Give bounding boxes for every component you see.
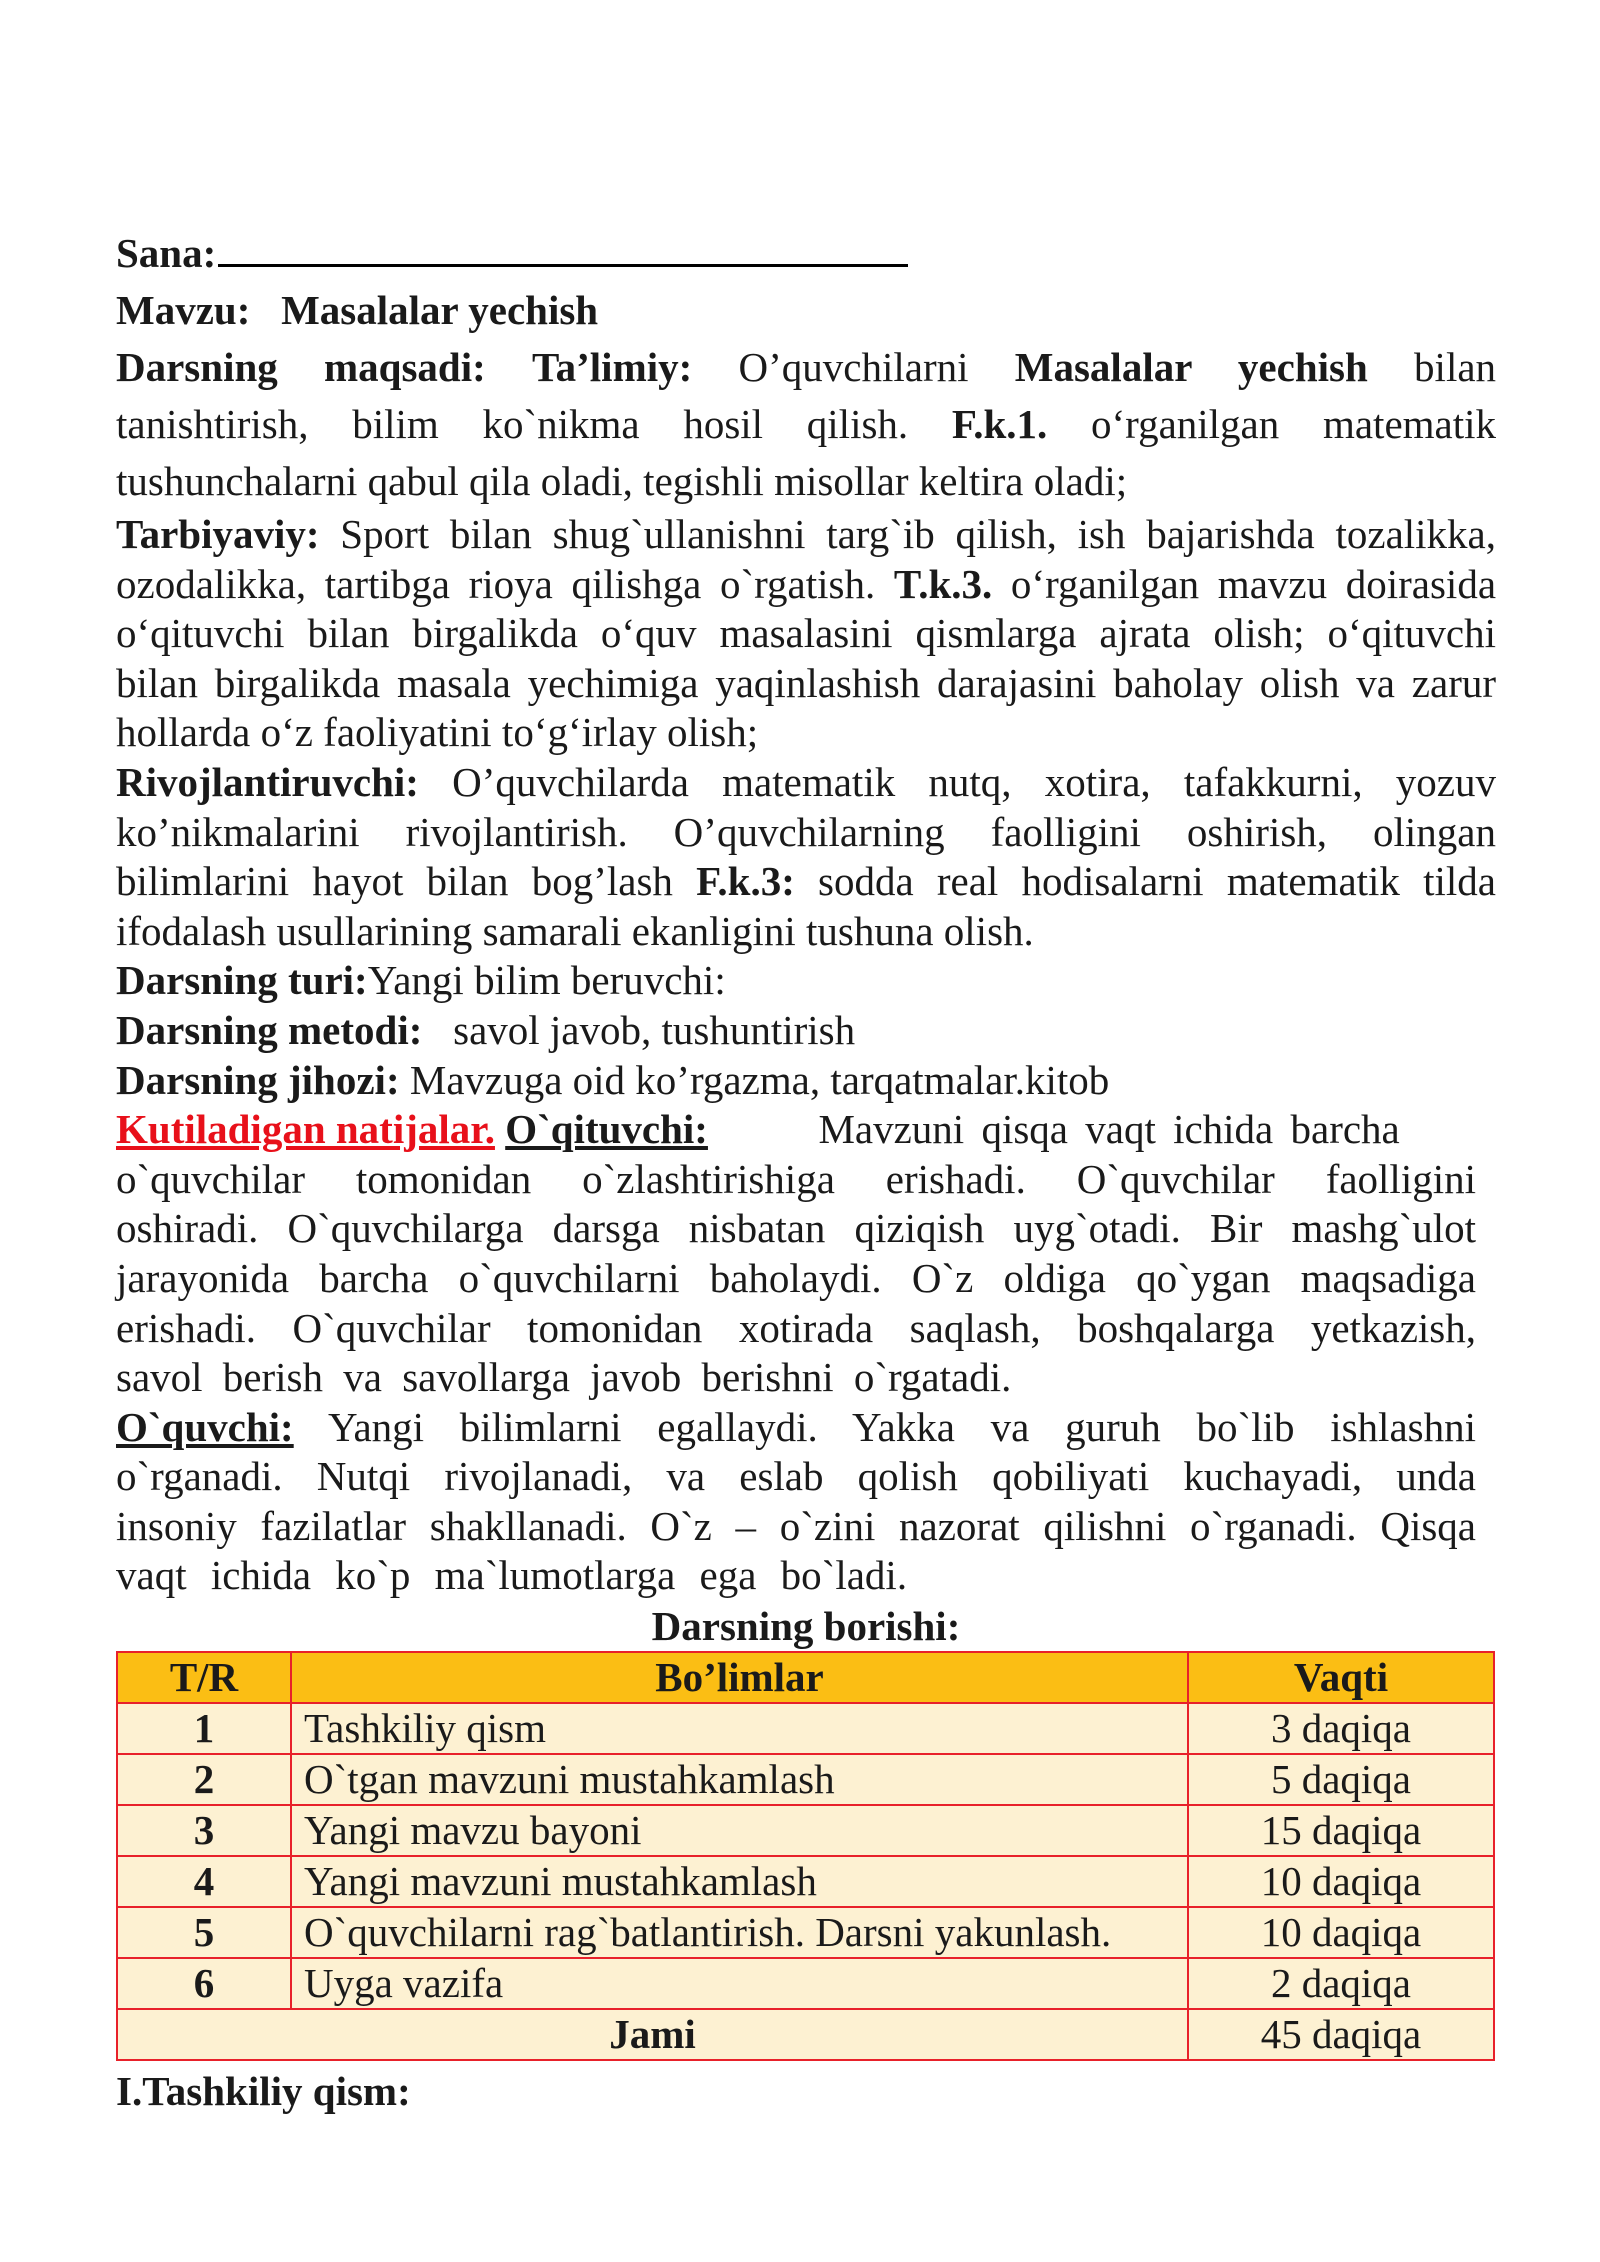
table-row: 1 Tashkiliy qism 3 daqiqa: [117, 1703, 1494, 1754]
topic-value: Masalalar yechish: [281, 287, 599, 333]
goal-line-3: tushunchalarni qabul qila oladi, tegishli misollar keltira oladi;: [116, 458, 1128, 504]
table-row: 4 Yangi mavzuni mustahkamlash 10 daqiqa: [117, 1856, 1494, 1907]
lesson-plan-page: [116, 225, 1496, 2120]
topic-label: Mavzu:: [116, 287, 251, 333]
student-label: O`quvchi:: [116, 1403, 294, 1450]
goal-label: Darsning maqsadi:: [116, 344, 486, 390]
header-tr: T/R: [117, 1652, 291, 1703]
section-heading: I.Tashkiliy qism:: [116, 2068, 411, 2115]
table-row: 6 Uyga vazifa 2 daqiqa: [117, 1958, 1494, 2009]
developing-label: Rivojlantiruvchi:: [116, 758, 419, 805]
table-row: 3 Yangi mavzu bayoni 15 daqiqa: [117, 1805, 1494, 1856]
student-line-1: O`quvchi: Yangi bilimlarni egallaydi. Yakka va guruh bo`lib ishlashni: [116, 1403, 1476, 1450]
lesson-equipment-line: Darsning jihozi: Mavzuga oid ko’rgazma, tarqatmalar.kitob: [116, 1056, 1110, 1103]
educational-label: Ta’limiy:: [532, 344, 693, 390]
goal-line-2: tanishtirish, bilim ko`nikma hosil qilish. F.k.1. o‘rganilgan matematik: [116, 401, 1497, 447]
upbringing-paragraph: Tarbiyaviy: Sport bilan shug`ullanishni targ`ib qilish, ish bajarishda tozalikka, ozodalikka, tartibga rioya qilishga o`rgatish. T.k.3. o‘rganilgan mavzu doirasida o‘qituvchi bilan birgalikda o‘quv masalasini qismlarga ajrata olish; o‘qituvchi bilan birgalikda masala yechimiga yaqinlashish darajasini baholay olish va zarur hollarda o‘z faoliyatini to‘g‘irlay olish;: [116, 511, 1497, 756]
topic-line: [116, 282, 1496, 339]
lesson-progress-title: Darsning borishi:: [651, 1603, 961, 1650]
total-label: Jami: [117, 2009, 1188, 2060]
teacher-label: O`qituvchi:: [505, 1106, 708, 1153]
date-blank: [218, 228, 908, 267]
date-line: [116, 225, 1496, 282]
goal-line-1: Darsning maqsadi: Ta’limiy: O’quvchilarni Masalalar yechish bilan: [116, 344, 1497, 390]
upbringing-label: Tarbiyaviy:: [116, 511, 320, 557]
table-row: 5 O`quvchilarni rag`batlantirish. Darsni yakunlash. 10 daqiqa: [117, 1907, 1494, 1958]
table-header-row: [117, 1652, 1494, 1703]
developing-paragraph: Rivojlantiruvchi: O’quvchilarda matematik nutq, xotira, tafakkurni, yozuv ko’nikmalarini rivojlantirish. O’quvchilarning faolligini oshirish, olingan bilimlarini hayot bilan bog’lash F.k.3: sodda real hodisalarni matematik tilda ifodalash usullarining samarali ekanligini tushuna olish. Darsning turi:Yangi bilim beruvchi: Darsning metodi: savol javob, tushuntirish Darsning jihozi: Mavzuga oid ko’rgazma, tarqatmalar.kitob: [116, 758, 1496, 1105]
table-total-row: [117, 2009, 1494, 2060]
table-row: 2 O`tgan mavzuni mustahkamlash 5 daqiqa: [117, 1754, 1494, 1805]
expected-results-label: Kutiladigan natijalar.: [116, 1106, 495, 1153]
lesson-progress-table: [116, 1651, 1495, 2061]
expected-results-paragraph: Kutiladigan natijalar. O`qituvchi: Mavzuni qisqa vaqt ichida barcha o`quvchilar tomonidan o`zlashtirishiga erishadi. O`quvchilar faolligini oshiradi. O`quvchilarga darsga nisbatan qiziqish uyg`otadi. Bir mashg`ulot jarayonida barcha o`quvchilarni baholaydi. O`z oldiga qo`ygan maqsadiga erishadi. O`quvchilar tomonidan xotirada saqlash, boshqalarga yetkazish, savol berish va savollarga javob berishni o`rgatadi. O`quvchi: Yangi bilimlarni egallaydi. Yakka va guruh bo`lib ishlashni o`rganadi. Nutqi rivojlanadi, va eslab qolish qobiliyati kuchayadi, unda insoniy fazilatlar shakllanadi. O`z – o`zini nazorat qilishni o`rganadi. Qisqa vaqt ichida ko`p ma`lumotlarga ega bo`ladi.: [116, 1106, 1476, 1599]
total-time: 45 daqiqa: [1188, 2009, 1494, 2060]
header-time: Vaqti: [1188, 1652, 1494, 1703]
lesson-type-line: Darsning turi:Yangi bilim beruvchi:: [116, 957, 726, 1004]
date-label: Sana:: [116, 230, 217, 276]
lesson-method-line: Darsning metodi: savol javob, tushuntirish: [116, 1006, 856, 1053]
header-sections: Bo’limlar: [291, 1652, 1188, 1703]
